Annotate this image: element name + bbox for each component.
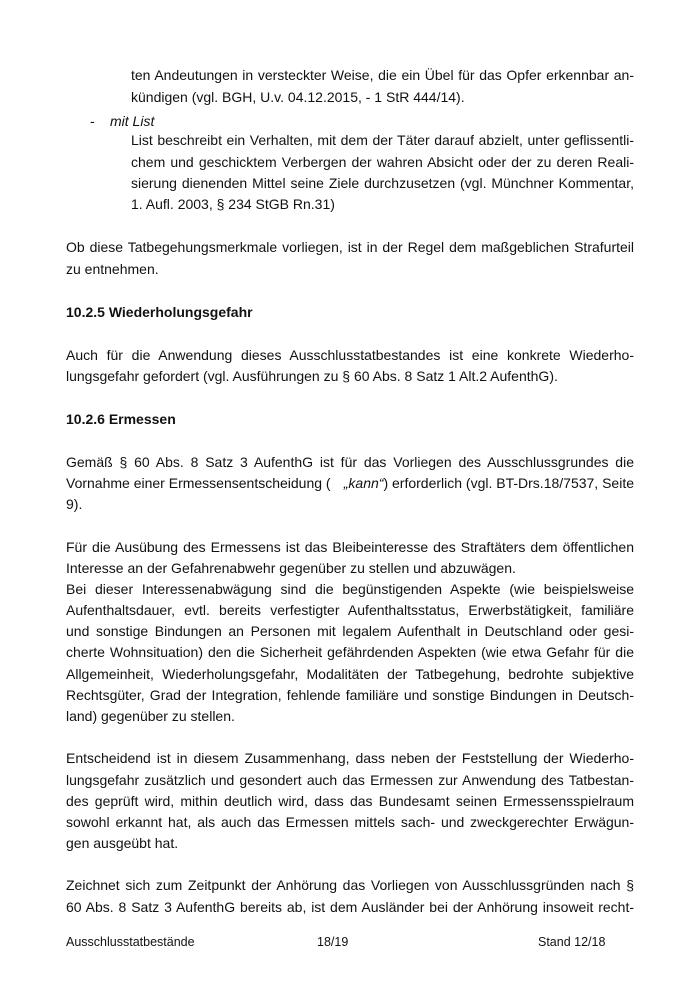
italic-quote: „kann“ [343, 475, 384, 491]
paragraph-line: lungsgefahr gefordert (vgl. Ausführungen zu § 60 Abs. 8 Satz 1 Alt.2 AufenthG). [66, 368, 558, 384]
section-heading: 10.2.5 Wiederholungsgefahr [66, 304, 253, 320]
paragraph-line: Auch für die Anwendung dieses Ausschlusstatbestandes ist eine konkrete Wiederho- [66, 347, 634, 363]
list-dash: - [90, 113, 95, 129]
paragraph-line: Bei dieser Interessenabwägung sind die begünstigenden Aspekte (wie beispielsweise [66, 581, 634, 597]
paragraph-line: 60 Abs. 8 Satz 3 AufenthG bereits ab, ist dem Ausländer bei der Anhörung insoweit recht- [66, 899, 634, 915]
section-heading: 10.2.6 Ermessen [66, 411, 176, 427]
paragraph-line: land) gegenüber zu stellen. [66, 708, 235, 724]
paragraph-line: des geprüft wird, mithin deutlich wird, dass das Bundesamt seinen Ermessensspielraum [66, 793, 634, 809]
paragraph-line: Interesse an der Gefahrenabwehr gegenüber zu stellen und abzuwägen. [66, 560, 516, 576]
paragraph-line: Aufenthaltsdauer, evtl. bereits verfestigter Aufenthaltsstatus, Erwerbstätigkeit, familiäre [66, 602, 634, 618]
paragraph-line: Gemäß § 60 Abs. 8 Satz 3 AufenthG ist für das Vorliegen des Ausschlussgrundes die [66, 454, 634, 470]
paragraph-line: sierung dienenden Mittel seine Ziele durchzusetzen (vgl. Münchner Kommentar, [131, 175, 634, 191]
paragraph-line: Für die Ausübung des Ermessens ist das Bleibeinteresse des Straftäters dem öffentlichen [66, 539, 634, 555]
paragraph-line: und sonstige Bindungen an Personen mit legalem Aufenthalt in Deutschland oder gesi- [66, 623, 634, 639]
paragraph-line: ten Andeutungen in versteckter Weise, die ein Übel für das Opfer erkennbar an- [131, 67, 634, 83]
paragraph-line: chem und geschicktem Verbergen der wahren Absicht oder der zu deren Reali- [131, 154, 634, 170]
paragraph-line: List beschreibt ein Verhalten, mit dem der Täter darauf abzielt, unter geflissentli- [131, 132, 634, 148]
paragraph-line: cherte Wohnsituation) den die Sicherheit gefährdenden Aspekten (wie etwa Gefahr für die [66, 644, 634, 660]
paragraph-line: 9). [66, 496, 83, 512]
paragraph-line: Allgemeinheit, Wiederholungsgefahr, Modalitäten der Tatbegehung, bedrohte subjektive [66, 666, 634, 682]
paragraph-line: lungsgefahr zusätzlich und gesondert auch das Ermessen zur Anwendung des Tatbestan- [66, 772, 634, 788]
list-item-title: mit List [110, 113, 155, 129]
paragraph-text: ) erforderlich (vgl. BT-Drs.18/7537, Seite [383, 475, 634, 491]
paragraph-line: kündigen (vgl. BGH, U.v. 04.12.2015, - 1 StR 444/14). [131, 89, 465, 105]
paragraph-line: gen ausgeübt hat. [66, 835, 179, 851]
footer-page-number: 18/19 [317, 935, 349, 949]
paragraph-line: 1. Aufl. 2003, § 234 StGB Rn.31) [131, 196, 335, 212]
paragraph-line: zu entnehmen. [66, 261, 159, 277]
paragraph-line: Ob diese Tatbegehungsmerkmale vorliegen, ist in der Regel dem maßgeblichen Strafurteil [66, 239, 634, 255]
footer-status: Stand 12/18 [538, 935, 606, 949]
paragraph-line: Zeichnet sich zum Zeitpunkt der Anhörung das Vorliegen von Ausschlussgründen nach § [66, 877, 634, 893]
paragraph-line [66, 473, 634, 493]
paragraph-line: sowohl erkannt hat, als auch das Ermessen mittels sach- und zweckgerechter Erwägun- [66, 814, 634, 830]
paragraph-text: Vornahme einer Ermessensentscheidung ( [66, 475, 331, 491]
footer-title: Ausschlusstatbestände [66, 935, 195, 949]
paragraph-line: Entscheidend ist in diesem Zusammenhang, dass neben der Feststellung der Wiederho- [66, 750, 634, 766]
paragraph-line: Rechtsgüter, Grad der Integration, fehlende familiäre und sonstige Bindungen in Deutsch- [66, 687, 634, 703]
